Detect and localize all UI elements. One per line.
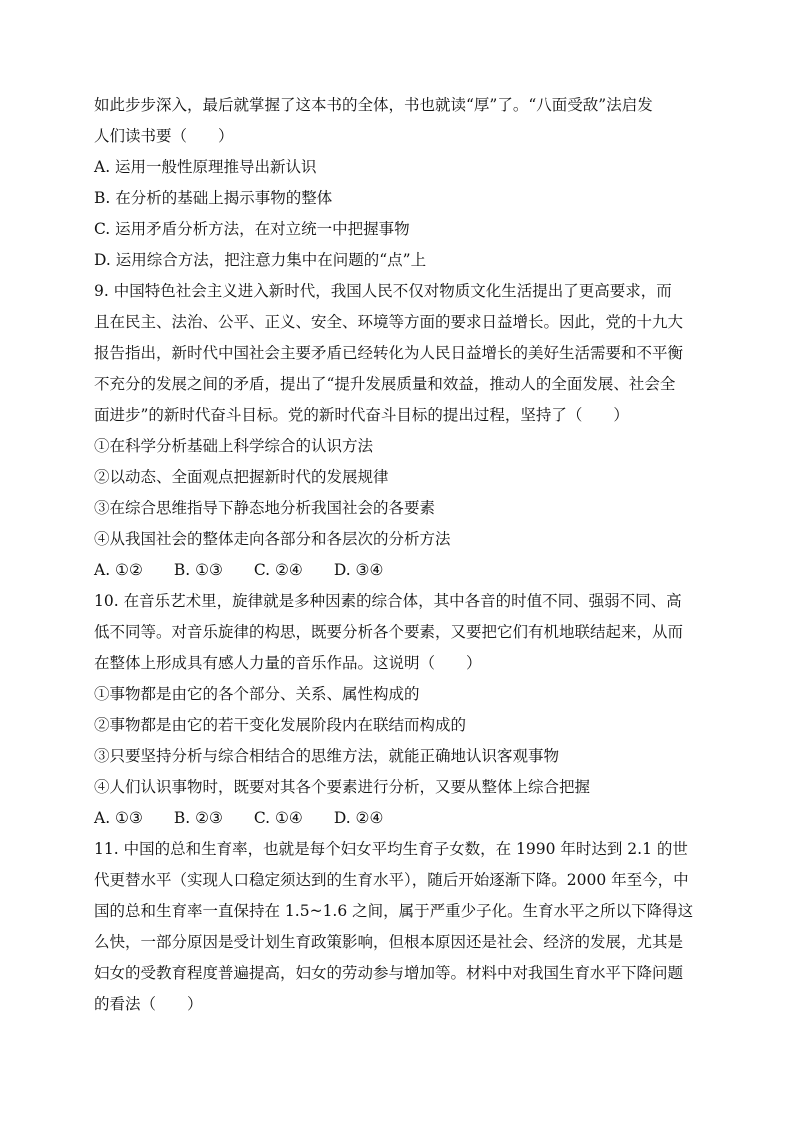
q11-stem-line-5: 妇女的受教育程度普遍提高，妇女的劳动参与增加等。材料中对我国生育水平下降问题 bbox=[94, 964, 684, 982]
q11-stem-line-6: 的看法（ ） bbox=[94, 995, 203, 1013]
q10-statement-1: ①事物都是由它的各个部分、关系、属性构成的 bbox=[94, 685, 420, 703]
q11-stem-line-1: 11. 中国的总和生育率，也就是每个妇女平均生育子女数，在 1990 年时达到 2.1 的世 bbox=[94, 840, 688, 858]
q9-stem-line-5: 面进步”的新时代奋斗目标。党的新时代奋斗目标的提出过程，坚持了（ ） bbox=[94, 406, 629, 424]
q10-answer-options: A. ①③ B. ②③ C. ①④ D. ②④ bbox=[94, 809, 384, 827]
q10-statement-4: ④人们认识事物时，既要对其各个要素进行分析，又要从整体上综合把握 bbox=[94, 778, 591, 796]
q9-stem-line-3: 报告指出，新时代中国社会主要矛盾已经转化为人民日益增长的美好生活需要和不平衡 bbox=[94, 344, 684, 362]
q8-option-a: A. 运用一般性原理推导出新认识 bbox=[94, 158, 317, 176]
q10-stem-line-3: 在整体上形成具有感人力量的音乐作品。这说明（ ） bbox=[94, 654, 482, 672]
q9-answer-options: A. ①② B. ①③ C. ②④ D. ③④ bbox=[94, 561, 384, 579]
q10-stem-line-2: 低不同等。对音乐旋律的构思，既要分析各个要素，又要把它们有机地联结起来，从而 bbox=[94, 623, 684, 641]
q9-statement-1: ①在科学分析基础上科学综合的认识方法 bbox=[94, 437, 374, 455]
q9-stem-line-1: 9. 中国特色社会主义进入新时代，我国人民不仅对物质文化生活提出了更高要求，而 bbox=[94, 282, 672, 300]
q8-option-b: B. 在分析的基础上揭示事物的整体 bbox=[94, 189, 333, 207]
q10-stem-line-1: 10. 在音乐艺术里，旋律就是多种因素的综合体，其中各音的时值不同、强弱不同、高 bbox=[94, 592, 682, 610]
q8-stem-line-1: 如此步步深入，最后就掌握了这本书的全体，书也就读“厚”了。“八面受敌”法启发 bbox=[94, 96, 653, 114]
q8-option-d: D. 运用综合方法，把注意力集中在问题的“点”上 bbox=[94, 251, 427, 269]
q10-statement-3: ③只要坚持分析与综合相结合的思维方法，就能正确地认识客观事物 bbox=[94, 747, 560, 765]
q9-statement-2: ②以动态、全面观点把握新时代的发展规律 bbox=[94, 468, 389, 486]
q9-stem-line-2: 且在民主、法治、公平、正义、安全、环境等方面的要求日益增长。因此，党的十九大 bbox=[94, 313, 684, 331]
q9-statement-4: ④从我国社会的整体走向各部分和各层次的分析方法 bbox=[94, 530, 451, 548]
q10-statement-2: ②事物都是由它的若干变化发展阶段内在联结而构成的 bbox=[94, 716, 467, 734]
q11-stem-line-2: 代更替水平（实现人口稳定须达到的生育水平），随后开始逐渐下降。2000 年至今，中 bbox=[94, 871, 689, 889]
q11-stem-line-3: 国的总和生育率一直保持在 1.5~1.6 之间，属于严重少子化。生育水平之所以下降得这 bbox=[94, 902, 694, 920]
q9-statement-3: ③在综合思维指导下静态地分析我国社会的各要素 bbox=[94, 499, 436, 517]
q9-stem-line-4: 不充分的发展之间的矛盾，提出了“提升发展质量和效益，推动人的全面发展、社会全 bbox=[94, 375, 676, 393]
q8-stem-line-2: 人们读书要（ ） bbox=[94, 127, 234, 145]
question-text-block bbox=[94, 90, 704, 1020]
q8-option-c: C. 运用矛盾分析方法，在对立统一中把握事物 bbox=[94, 220, 410, 238]
q11-stem-line-4: 么快，一部分原因是受计划生育政策影响，但根本原因还是社会、经济的发展，尤其是 bbox=[94, 933, 684, 951]
